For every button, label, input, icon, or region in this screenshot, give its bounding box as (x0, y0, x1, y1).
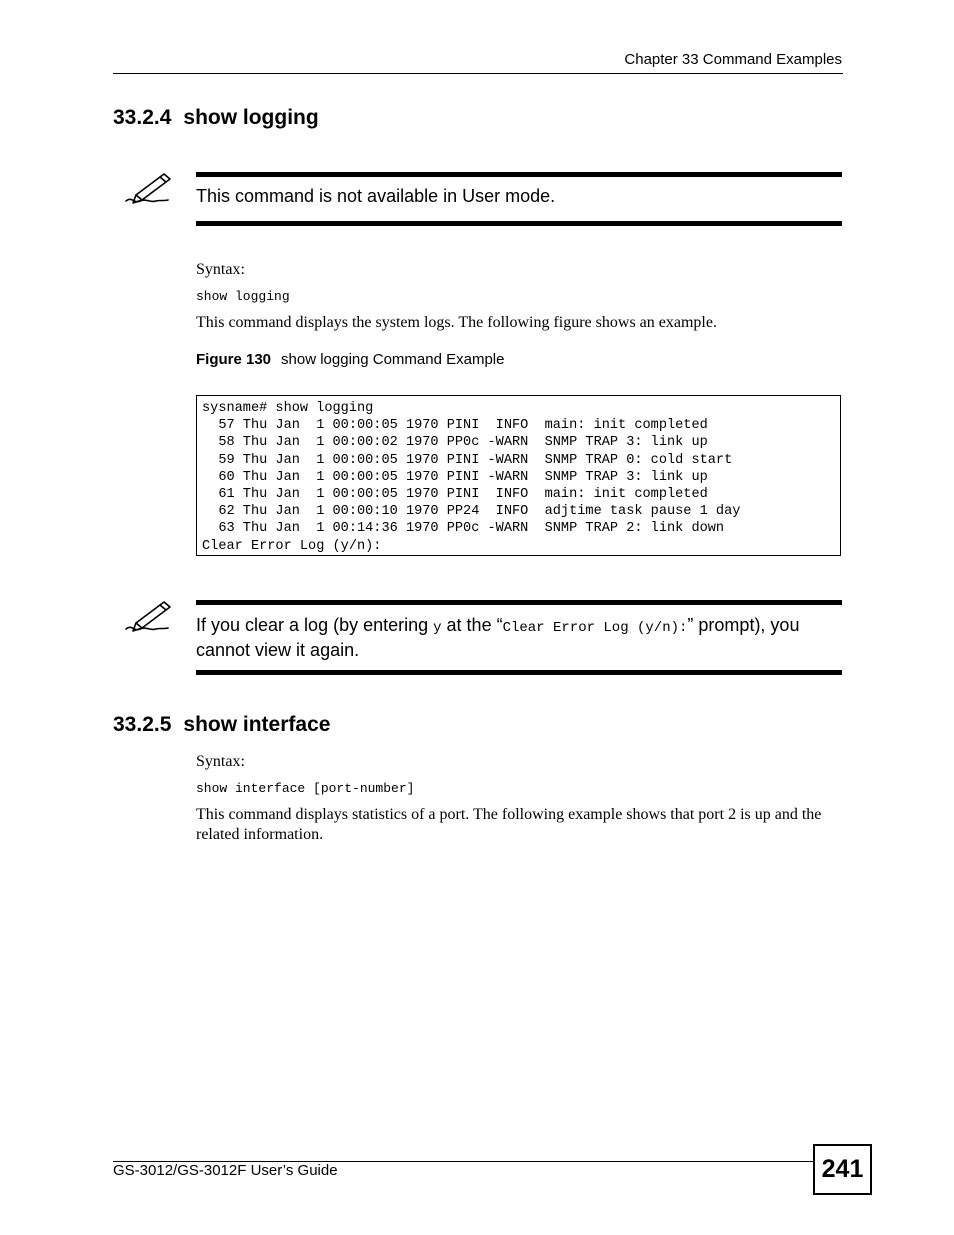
section-number: 33.2.5 (113, 713, 172, 736)
code-example-box (196, 395, 841, 556)
inline-code: y (433, 620, 442, 636)
syntax-code: show logging (196, 289, 290, 304)
note-bottom-rule (196, 670, 842, 675)
code-line: 57 Thu Jan 1 00:00:05 1970 PINI INFO main: init completed (202, 418, 708, 434)
syntax-code: show interface [port-number] (196, 781, 415, 796)
code-line: 61 Thu Jan 1 00:00:05 1970 PINI INFO main: init completed (202, 487, 708, 503)
note-text-clear-log: If you clear a log (by entering y at the “Clear Error Log (y/n):” prompt), you cannot view it again. (196, 615, 800, 660)
code-line: Clear Error Log (y/n): (202, 538, 382, 554)
syntax-label: Syntax: (196, 261, 245, 278)
code-line: 58 Thu Jan 1 00:00:02 1970 PP0c -WARN SNMP TRAP 3: link up (202, 435, 708, 451)
inline-code: Clear Error Log (y/n): (502, 620, 688, 636)
header-rule (113, 73, 843, 74)
code-line: 59 Thu Jan 1 00:00:05 1970 PINI -WARN SNMP TRAP 0: cold start (202, 452, 733, 468)
section-number: 33.2.4 (113, 106, 172, 129)
section-title: show interface (183, 713, 331, 736)
running-header: Chapter 33 Command Examples (624, 51, 842, 68)
section-title: show logging (183, 106, 319, 129)
code-line: 63 Thu Jan 1 00:14:36 1970 PP0c -WARN SNMP TRAP 2: link down (202, 521, 725, 537)
code-example (202, 400, 840, 555)
syntax-label: Syntax: (196, 753, 245, 770)
figure-title: show logging Command Example (281, 351, 505, 368)
note-top-rule (196, 172, 842, 177)
note-text: This command is not available in User mode. (196, 186, 556, 206)
note-top-rule (196, 600, 842, 605)
section-heading-show-logging (113, 106, 319, 130)
pencil-note-icon (124, 170, 174, 206)
description-text: This command displays the system logs. The following figure shows an example. (196, 314, 717, 331)
page-number: 241 (813, 1144, 872, 1195)
section-heading-show-interface (113, 713, 330, 737)
footer-guide-title: GS-3012/GS-3012F User’s Guide (113, 1162, 338, 1179)
code-line: 62 Thu Jan 1 00:00:10 1970 PP24 INFO adjtime task pause 1 day (202, 504, 741, 520)
code-line: sysname# show logging (202, 401, 374, 416)
code-line: 60 Thu Jan 1 00:00:05 1970 PINI -WARN SNMP TRAP 3: link up (202, 469, 708, 485)
note-bottom-rule (196, 221, 842, 226)
figure-label: Figure 130 (196, 351, 272, 368)
description-text: This command displays statistics of a port. The following example shows that port 2 is up and the related information. (196, 806, 822, 843)
figure-caption (196, 351, 504, 368)
pencil-note-icon (124, 598, 174, 634)
